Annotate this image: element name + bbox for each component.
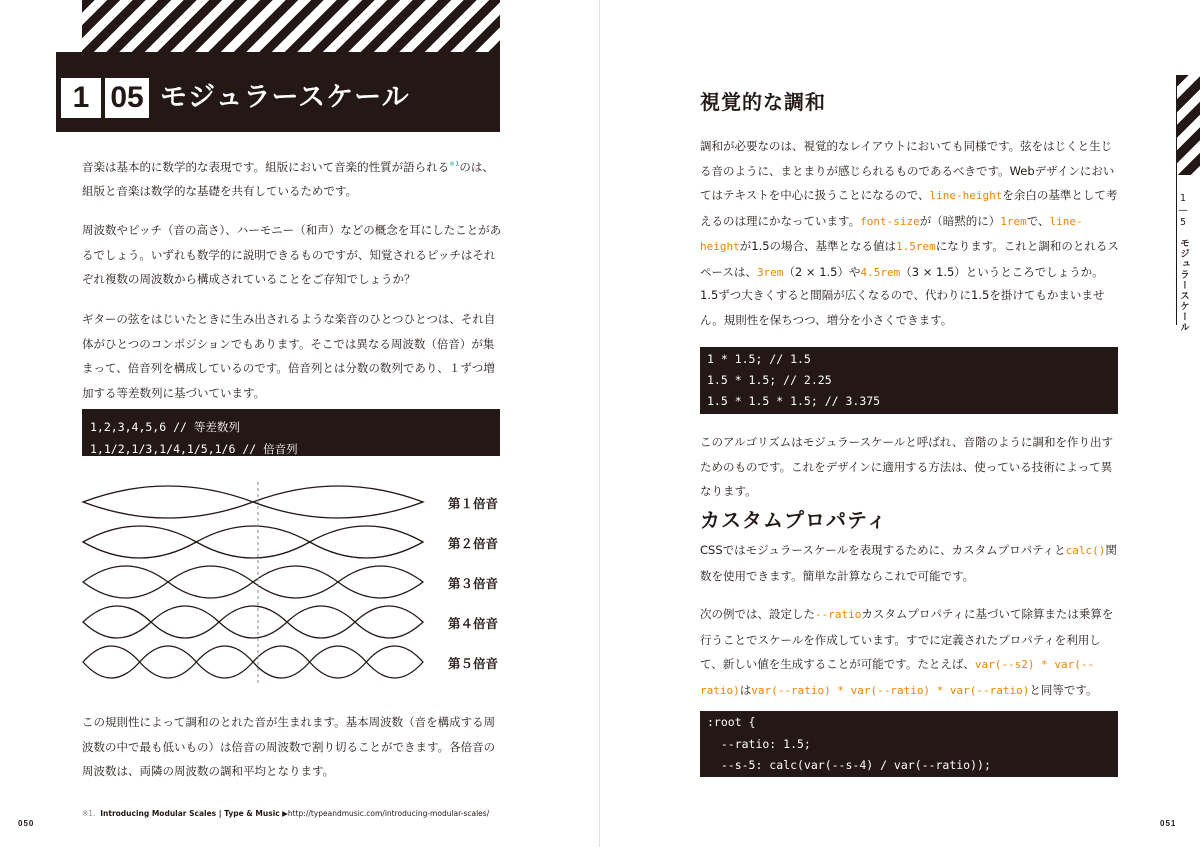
arrow-icon: ▶ <box>282 809 288 818</box>
footnote-mark: ※1. <box>82 809 96 818</box>
footnote <box>82 809 489 818</box>
code-line: 1 * 1.5; // 1.5 <box>707 352 811 366</box>
code-block-sequences <box>82 409 500 456</box>
code-line: --s-5: calc(var(--s-4) / var(--ratio)); <box>707 758 991 772</box>
side-section-number: 5 <box>1179 217 1187 228</box>
harmonic-label-3: 第３倍音 <box>448 576 499 591</box>
section-heading-custom-properties: カスタムプロパティ <box>700 508 888 532</box>
side-chapter-number: 1 <box>1179 193 1187 204</box>
section-number: 05 <box>105 78 149 118</box>
code-line: 1,1/2,1/3,1/4,1/5,1/6 // 倍音列 <box>90 442 298 456</box>
code-line: :root { <box>707 715 756 729</box>
harmonic-loop <box>151 606 219 638</box>
section-heading-harmony: 視覚的な調和 <box>700 90 826 114</box>
page-title: モジュラースケール <box>160 82 410 113</box>
harmonic-loop <box>196 526 309 558</box>
left-paragraph-3: ギターの弦をはじいたときに生み出されるような楽音のひとつひとつは、それ自体がひとつのコンポジションでもあります。そこでは異なる周波数（倍音）が集まって、倍音列を構成しているのです。倍音列とは分数の数列であり、１ずつ増加する等差数列に基づいています。 <box>82 312 496 400</box>
code-line: --ratio: 1.5; <box>707 736 811 751</box>
side-tab-stripes <box>1176 75 1200 175</box>
right-paragraph-4: CSSではモジュラースケールを表現するために、カスタムプロパティとcalc()関数を使用できます。簡単な計算ならこれで可能です。 <box>700 543 1117 583</box>
footnote-ref[interactable]: ※1 <box>449 160 460 168</box>
harmonic-loop <box>355 606 423 638</box>
harmonic-loop <box>253 486 423 518</box>
harmonic-loop <box>83 486 253 518</box>
code-block-ratio <box>700 347 1118 414</box>
side-section-title: モジュラースケール <box>1178 238 1189 333</box>
code-block-css <box>700 711 1118 777</box>
harmonic-loop <box>366 646 423 678</box>
code-line: 1.5 * 1.5; // 2.25 <box>707 373 832 387</box>
right-paragraph-2: 1.5ずつ大きくすると間隔が広くなるので、代わりに1.5を掛けてもかまいません。規則性を保ちつつ、増分を小さくできます。 <box>700 288 1105 327</box>
harmonic-loop <box>196 646 253 678</box>
code-line: 1,2,3,4,5,6 // 等差数列 <box>90 420 240 434</box>
page-number-left: 050 <box>18 819 35 828</box>
left-paragraph-2: 周波数やピッチ（音の高さ）、ハーモニー（和声）などの概念を耳にしたことがあるでしょう。いずれも数学的に説明できるものですが、知覚されるピッチはそれぞれ複数の周波数から構成されていることをご存知でしょうか？ <box>82 223 502 286</box>
footnote-title: Introducing Modular Scales | Type & Music <box>100 809 280 818</box>
right-paragraph-1: 調和が必要なのは、視覚的なレイアウトにおいても同様です。弦をはじくと生じる音のように、まとまりが感じられるものであるべきです。Webデザインにおいてはテキストを中心に扱うことになるので、line-heightを余白の基準として考えるのは理にかなっています。font-sizeが（暗黙的に）1remで、line-heightが1.5の場合、基準となる値は1.5remになります。これと調和のとれるスペースは、3rem（2 × 1.5）や4.5rem（3 × 1.5）というところでしょうか。 <box>700 139 1119 279</box>
harmonic-label-4: 第４倍音 <box>448 616 499 631</box>
harmonic-loop <box>83 526 196 558</box>
left-paragraph-1: 音楽は基本的に数学的な表現です。組版において音楽的性質が語られる$^{※1}$のは、組版と音楽は数学的な基礎を共有しているためです。 <box>82 159 494 199</box>
harmonic-loop <box>253 646 310 678</box>
harmonic-loop <box>338 566 423 598</box>
header-stripes <box>82 0 500 52</box>
harmonic-label-1: 第１倍音 <box>448 496 499 511</box>
code-line: 1.5 * 1.5 * 1.5; // 3.375 <box>707 394 881 408</box>
left-paragraph-4: この規則性によって調和のとれた音が生まれます。基本周波数（音を構成する周波数の中で最も低いもの）は倍音の周波数で割り切ることができます。各倍音の周波数は、両隣の周波数の調和平均となります。 <box>82 715 496 778</box>
harmonic-loop <box>310 526 423 558</box>
harmonic-loop <box>287 606 355 638</box>
harmonic-loop <box>83 606 151 638</box>
harmonic-loop <box>83 646 140 678</box>
harmonic-label-2: 第２倍音 <box>448 536 499 551</box>
harmonic-loop <box>219 606 287 638</box>
side-dash: — <box>1178 205 1188 216</box>
right-paragraph-3: このアルゴリズムはモジュラースケールと呼ばれ、音階のように調和を作り出すためのものです。これをデザインに適用する方法は、使っている技術によって異なります。 <box>700 435 1113 498</box>
harmonic-loop <box>168 566 253 598</box>
page-number-right: 051 <box>1160 819 1177 828</box>
harmonics-diagram <box>80 480 425 690</box>
harmonic-loop <box>83 566 168 598</box>
harmonic-loop <box>140 646 197 678</box>
harmonic-loop <box>253 566 338 598</box>
harmonic-label-5: 第５倍音 <box>448 656 499 671</box>
right-paragraph-5: 次の例では、設定した--ratioカスタムプロパティに基づいて除算または乗算を行うことでスケールを作成しています。すでに定義されたプロパティを利用して、新しい値を生成することが可能です。たとえば、var(--s2) * var(--ratio)はvar(--ratio) * var(--ratio) * var(--ratio)と同等です。 <box>700 607 1114 697</box>
chapter-number: 1 <box>61 78 101 118</box>
harmonic-loop <box>310 646 367 678</box>
footnote-url[interactable]: http://typeandmusic.com/introducing-modular-scales/ <box>287 809 490 818</box>
